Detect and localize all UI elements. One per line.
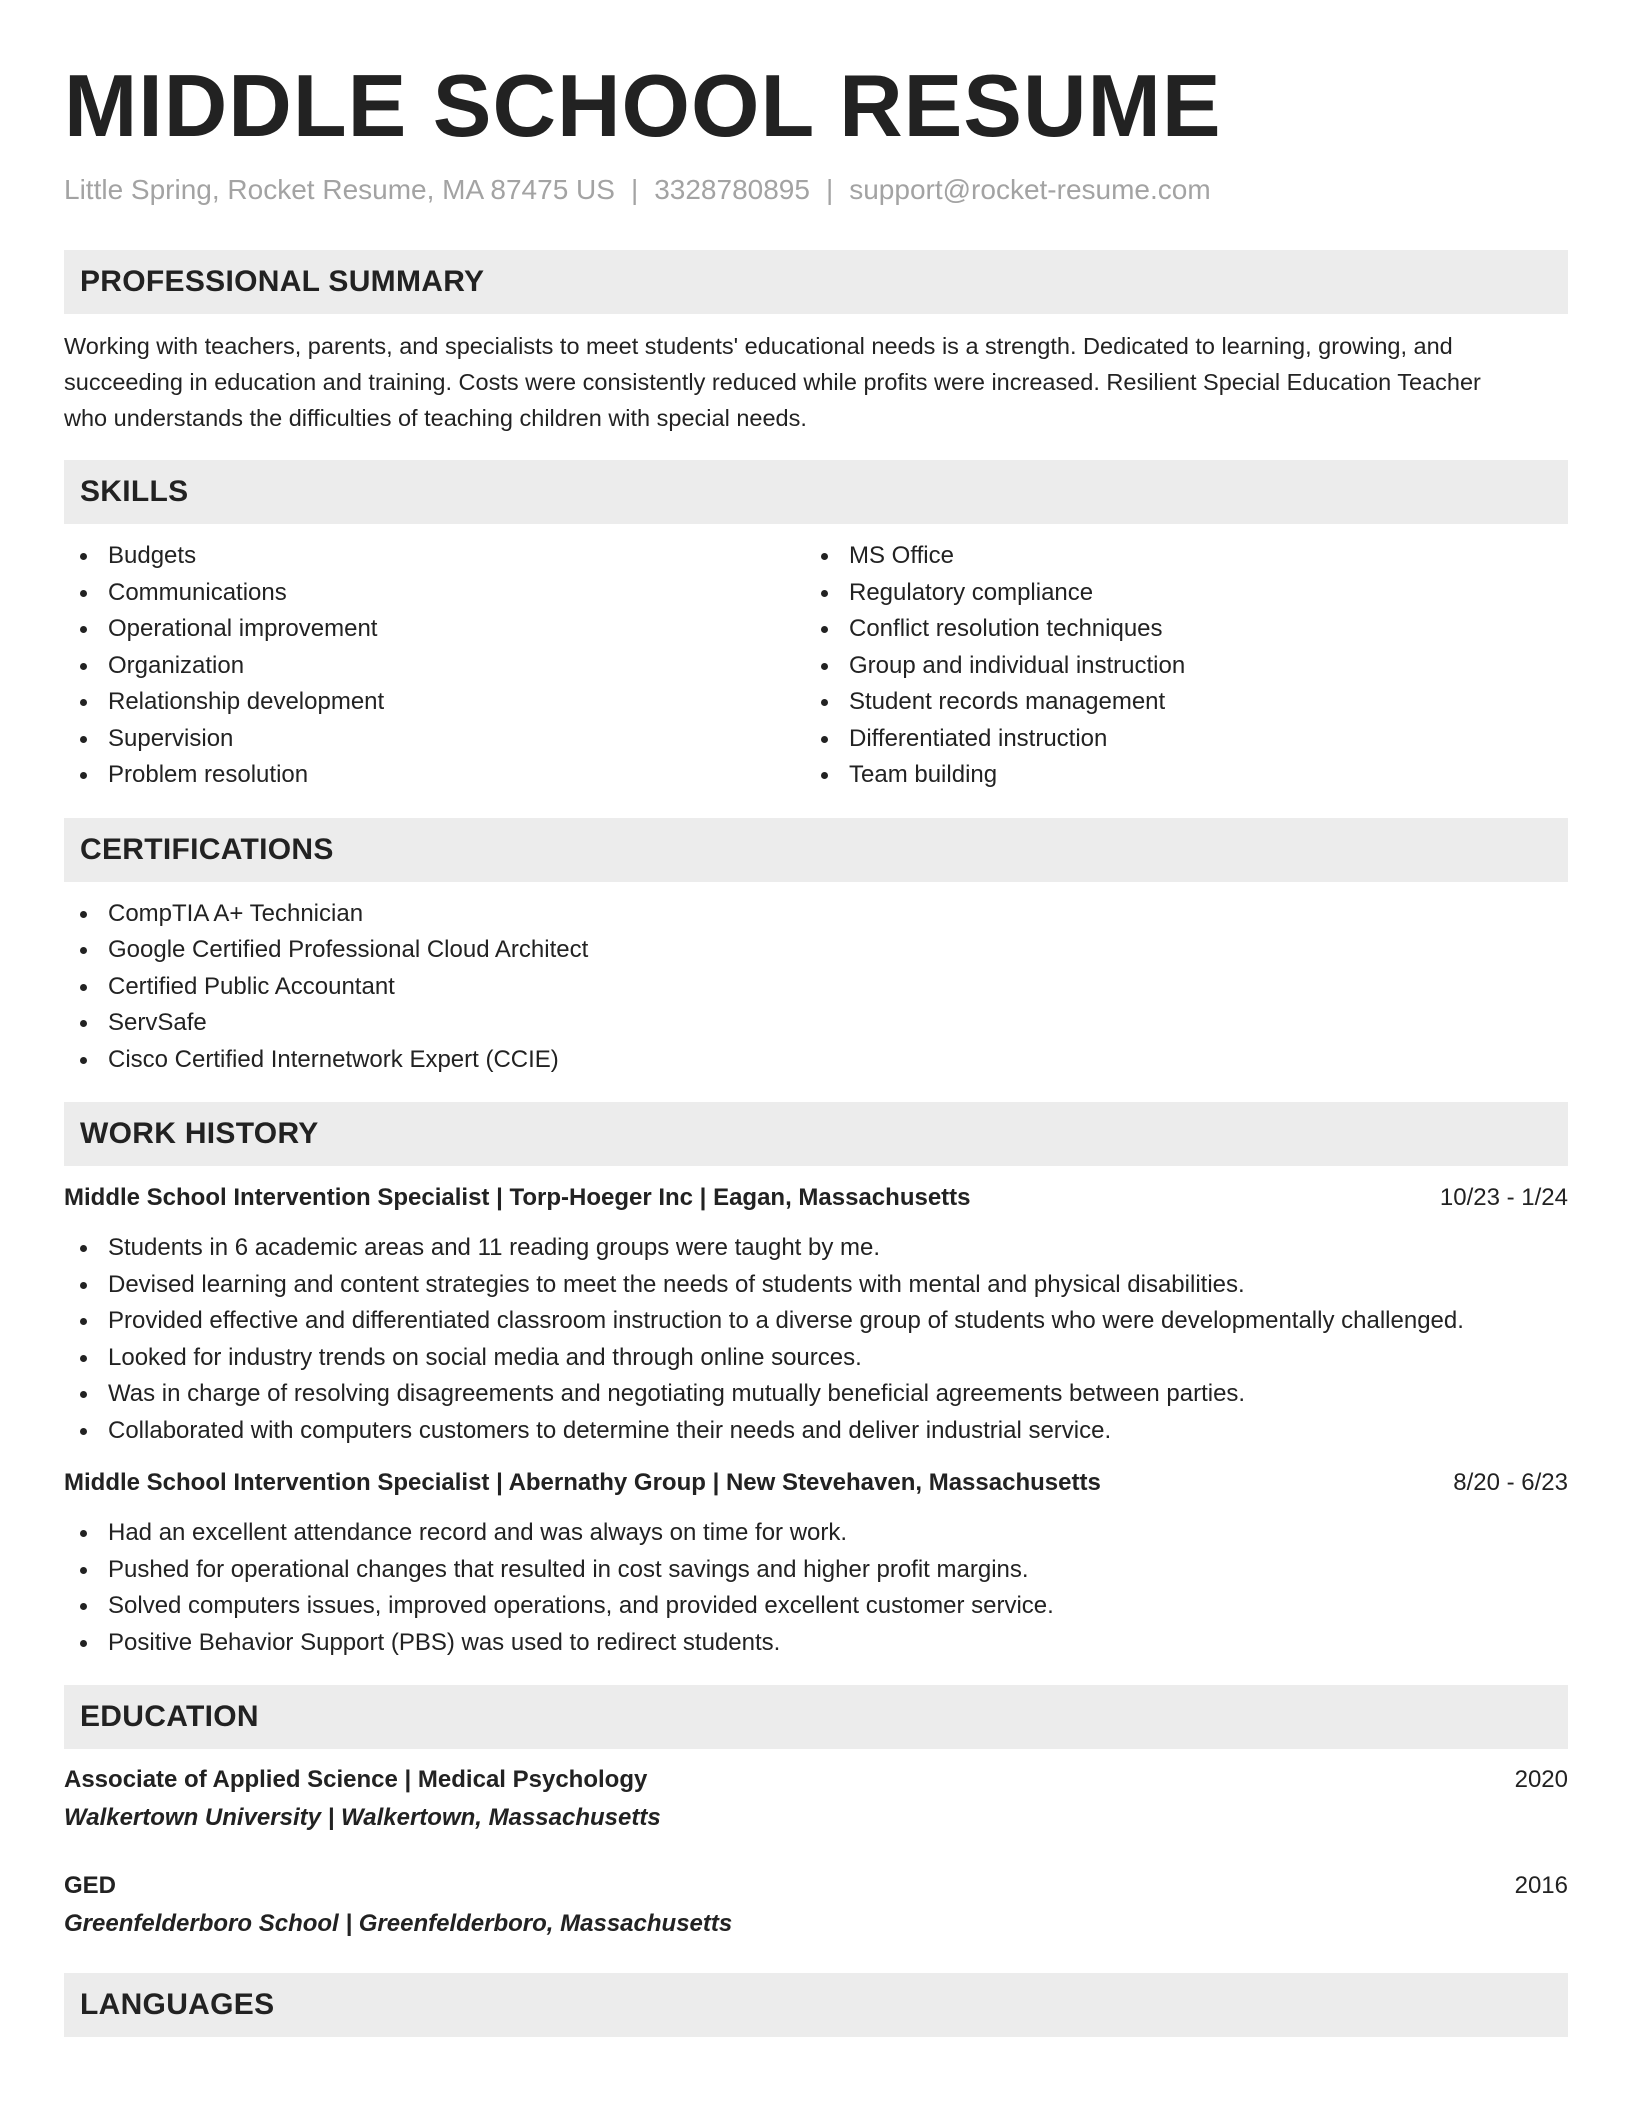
skills-list-left xyxy=(64,538,805,794)
job-bullet: Positive Behavior Support (PBS) was used to redirect students. xyxy=(64,1625,1568,1662)
job-dates: 8/20 - 6/23 xyxy=(1453,1469,1568,1496)
languages-section-header xyxy=(64,1973,1568,2037)
summary-line: Working with teachers, parents, and specialists to meet students' educational needs is a strength. Dedicated to learning, growing, and xyxy=(64,333,1453,359)
education-degree: GED xyxy=(64,1872,117,1899)
job-bullet: Solved computers issues, improved operations, and provided excellent customer service. xyxy=(64,1588,1568,1625)
skill-item: Conflict resolution techniques xyxy=(805,611,1546,648)
certifications-section-header xyxy=(64,818,1568,882)
summary-section-header xyxy=(64,250,1568,314)
certification-item: Certified Public Accountant xyxy=(64,969,1568,1006)
job-entry xyxy=(64,1180,1568,1449)
skill-item: Budgets xyxy=(64,538,805,575)
resume-name: MIDDLE SCHOOL RESUME xyxy=(64,56,1222,155)
skill-item: Operational improvement xyxy=(64,611,805,648)
job-bullet: Was in charge of resolving disagreements and negotiating mutually beneficial agreements between parties. xyxy=(64,1376,1568,1413)
job-bullets xyxy=(64,1230,1568,1449)
skill-item: Group and individual instruction xyxy=(805,648,1546,685)
contact-separator: | xyxy=(825,174,834,205)
education-title: EDUCATION xyxy=(80,1700,259,1733)
education-year: 2016 xyxy=(1514,1872,1568,1899)
contact-phone: 3328780895 xyxy=(654,174,810,205)
job-header xyxy=(64,1180,1568,1216)
skills-section-header xyxy=(64,460,1568,524)
contact-line xyxy=(64,170,1568,210)
job-bullet: Collaborated with computers customers to determine their needs and deliver industrial service. xyxy=(64,1413,1568,1450)
contact-email: support@rocket-resume.com xyxy=(849,174,1211,205)
languages-title: LANGUAGES xyxy=(80,1988,275,2021)
job-bullet: Provided effective and differentiated classroom instruction to a diverse group of students who were developmentally challenged. xyxy=(64,1303,1568,1340)
summary-line: who understands the difficulties of teaching children with special needs. xyxy=(64,405,807,431)
education-section-header xyxy=(64,1685,1568,1749)
skill-item: Team building xyxy=(805,757,1546,794)
education-header xyxy=(64,1867,1568,1905)
skill-item: Relationship development xyxy=(64,684,805,721)
job-bullet: Looked for industry trends on social media and through online sources. xyxy=(64,1340,1568,1377)
summary-line: succeeding in education and training. Costs were consistently reduced while profits were increased. Resilient Special Education Teacher xyxy=(64,369,1481,395)
job-bullet: Students in 6 academic areas and 11 reading groups were taught by me. xyxy=(64,1230,1568,1267)
contact-address: Little Spring, Rocket Resume, MA 87475 US xyxy=(64,174,615,205)
skill-item: Supervision xyxy=(64,721,805,758)
job-bullet: Devised learning and content strategies to meet the needs of students with mental and physical disabilities. xyxy=(64,1267,1568,1304)
skill-item: Regulatory compliance xyxy=(805,575,1546,612)
education-entry xyxy=(64,1761,1568,1837)
contact-separator: | xyxy=(630,174,639,205)
certifications-title: CERTIFICATIONS xyxy=(80,832,334,866)
skill-item: MS Office xyxy=(805,538,1546,575)
education-school: Walkertown University | Walkertown, Massachusetts xyxy=(64,1804,661,1831)
certifications-list xyxy=(64,896,1568,1079)
skills-list-right xyxy=(805,538,1546,794)
skill-item: Problem resolution xyxy=(64,757,805,794)
job-bullet: Had an excellent attendance record and was always on time for work. xyxy=(64,1515,1568,1552)
education-entry xyxy=(64,1867,1568,1943)
certification-item: Google Certified Professional Cloud Architect xyxy=(64,932,1568,969)
work-section-header xyxy=(64,1102,1568,1166)
skills-columns xyxy=(64,524,1568,794)
job-heading: Middle School Intervention Specialist | Torp-Hoeger Inc | Eagan, Massachusetts xyxy=(64,1184,971,1211)
job-header xyxy=(64,1465,1568,1501)
job-heading: Middle School Intervention Specialist | Abernathy Group | New Stevehaven, Massachusetts xyxy=(64,1469,1101,1496)
skill-item: Organization xyxy=(64,648,805,685)
education-degree: Associate of Applied Science | Medical Psychology xyxy=(64,1766,648,1793)
skill-item: Communications xyxy=(64,575,805,612)
certification-item: Cisco Certified Internetwork Expert (CCIE) xyxy=(64,1042,1568,1079)
job-bullets xyxy=(64,1515,1568,1661)
summary-text xyxy=(64,328,1568,436)
education-school: Greenfelderboro School | Greenfelderboro, Massachusetts xyxy=(64,1910,733,1937)
skills-title: SKILLS xyxy=(80,475,189,508)
education-year: 2020 xyxy=(1514,1766,1568,1793)
job-bullet: Pushed for operational changes that resulted in cost savings and higher profit margins. xyxy=(64,1552,1568,1589)
work-title: WORK HISTORY xyxy=(80,1117,319,1150)
job-dates: 10/23 - 1/24 xyxy=(1439,1184,1568,1211)
skill-item: Student records management xyxy=(805,684,1546,721)
summary-title: PROFESSIONAL SUMMARY xyxy=(80,265,485,298)
job-entry xyxy=(64,1465,1568,1661)
certification-item: ServSafe xyxy=(64,1005,1568,1042)
education-header xyxy=(64,1761,1568,1799)
certification-item: CompTIA A+ Technician xyxy=(64,896,1568,933)
skill-item: Differentiated instruction xyxy=(805,721,1546,758)
